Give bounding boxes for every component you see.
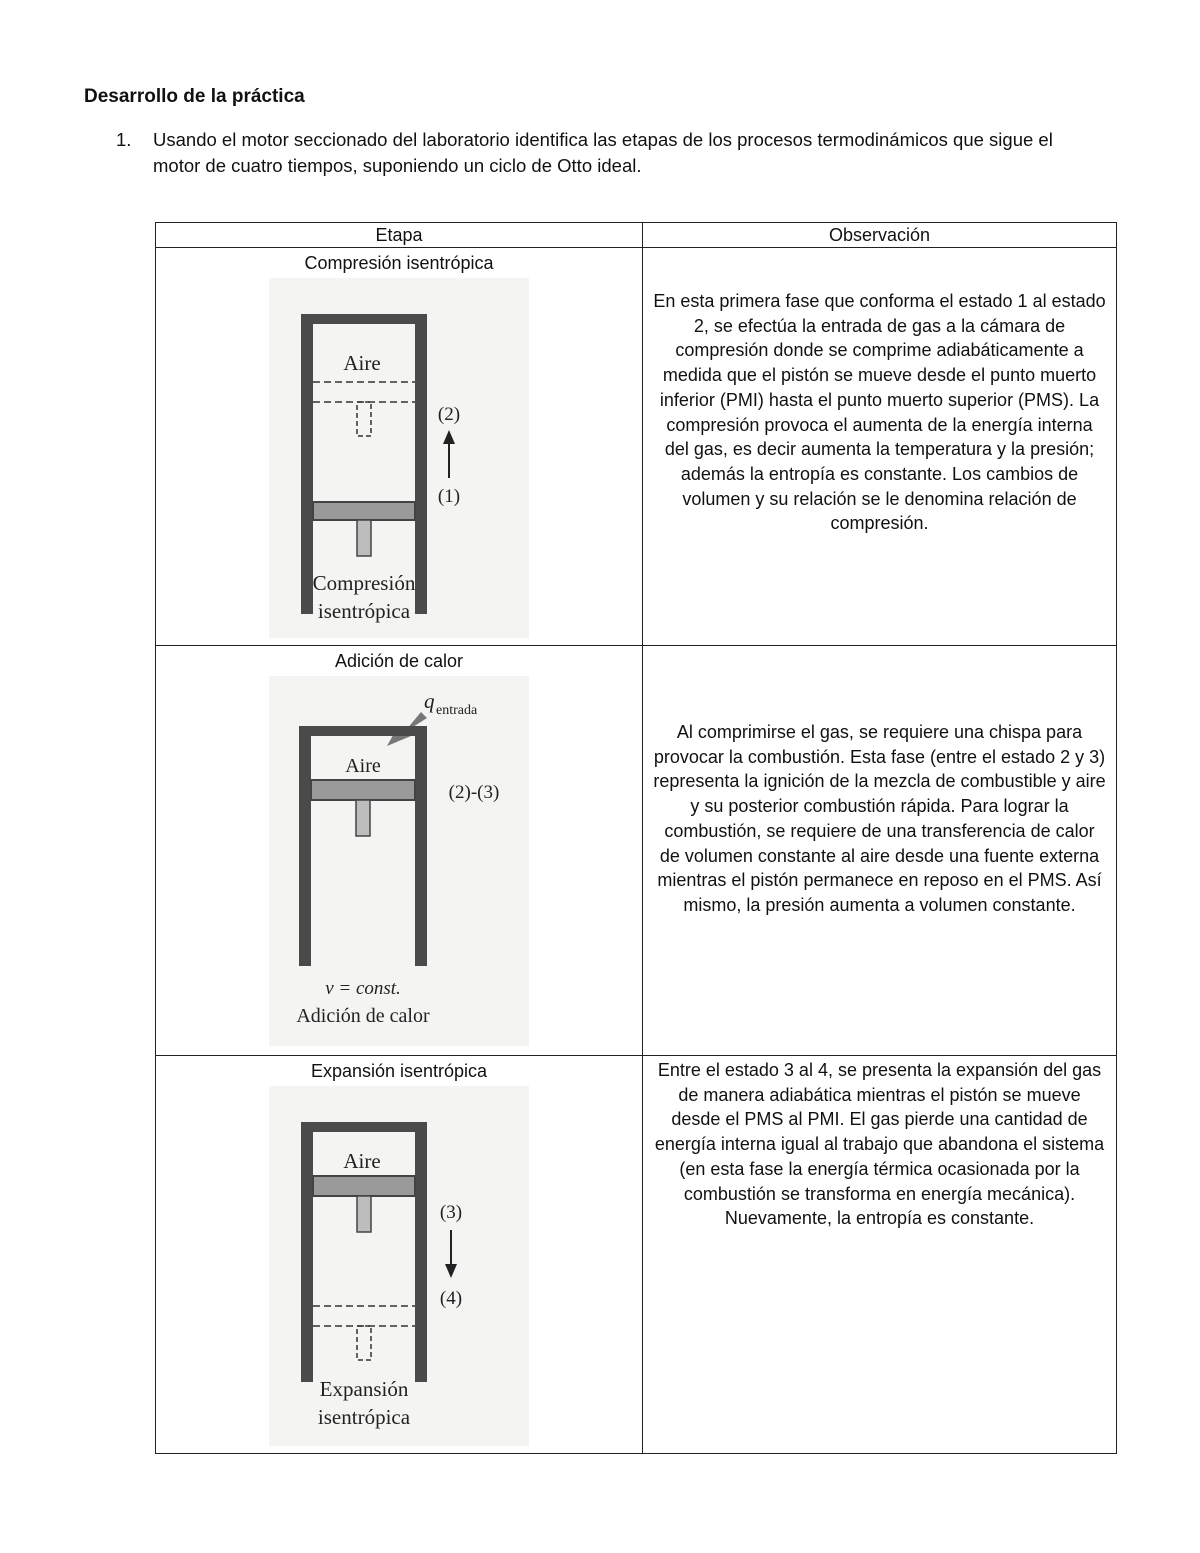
stage-title: Expansión isentrópica [310,1061,488,1081]
table-row [156,1056,1117,1454]
state-bottom-label: (4) [439,1288,463,1309]
table-row [156,646,1117,1056]
header-observacion: Observación [643,223,1117,248]
observation-cell [643,1056,1117,1454]
state-bottom-label: (1) [437,486,461,507]
observation-cell [643,248,1117,646]
heat-label: q [424,689,435,713]
observation-text: Entre el estado 3 al 4, se presenta la expansión del gas de manera adiabática mientras el pistón se mueve desde el PMS al PMI. El gas pierde una cantidad de energía interna igual al trabajo que abandona el sistema (en esta fase la energía térmica ocasionada por la combustión se transforma en energía mecánica). Nuevamente, la entropía es constante. [654,1060,1105,1229]
stage-title: Compresión isentrópica [304,253,494,273]
list-text: Usando el motor seccionado del laboratorio identifica las etapas de los procesos termodinámicos que sigue el motor de cuatro tiempos, suponiendo un ciclo de Otto ideal. [153,129,1053,176]
heat-addition-diagram [269,676,529,1046]
stages-table [155,222,1117,1454]
stage-cell [156,1056,643,1454]
compression-diagram [269,278,529,638]
arrow-down-icon [445,1264,457,1278]
list-number: 1. [116,129,132,150]
table-header-row [156,223,1117,248]
table-row [156,248,1117,646]
stage-cell [156,248,643,646]
observation-cell [643,646,1117,1056]
state-top-label: (2) [437,404,461,425]
caption-line1: Compresión [312,571,416,595]
caption-line2: isentrópica [317,1405,411,1429]
gas-label: Aire [343,1149,381,1173]
section-heading: Desarrollo de la práctica [84,86,305,107]
caption-line2: Adición de calor [296,1005,430,1027]
state-label: (2)-(3) [448,782,500,803]
stage-cell [156,646,643,1056]
header-etapa: Etapa [156,223,643,248]
arrow-up-icon [443,430,455,444]
gas-label: Aire [343,351,381,375]
state-top-label: (3) [439,1202,463,1223]
heat-subscript: entrada [436,703,478,718]
stage-title: Adición de calor [334,651,464,671]
gas-label: Aire [345,755,381,777]
caption-line1: Expansión [319,1377,409,1401]
caption-line1: v = const. [325,978,401,999]
expansion-diagram [269,1086,529,1446]
observation-text: En esta primera fase que conforma el estado 1 al estado 2, se efectúa la entrada de gas a la cámara de compresión donde se comprime adiabáticamente a medida que el pistón se mueve desde el punto muerto inferior (PMI) hasta el punto muerto superior (PMS). La compresión provoca el aumenta de la energía interna del gas, es decir aumenta la temperatura y la presión; además la entropía es constante. Los cambios de volumen y su relación se le denomina relación de compresión. [653,291,1106,534]
caption-line2: isentrópica [317,599,411,623]
observation-text: Al comprimirse el gas, se requiere una chispa para provocar la combustión. Esta fase (entre el estado 2 y 3) representa la ignición de la mezcla de combustible y aire y su posterior combustión rápida. Para lograr la combustión, se requiere de una transferencia de calor de volumen constante al aire desde una fuente externa mientras el pistón permanece en reposo en el PMS. Así mismo, la presión aumenta a volumen constante. [653,722,1106,915]
